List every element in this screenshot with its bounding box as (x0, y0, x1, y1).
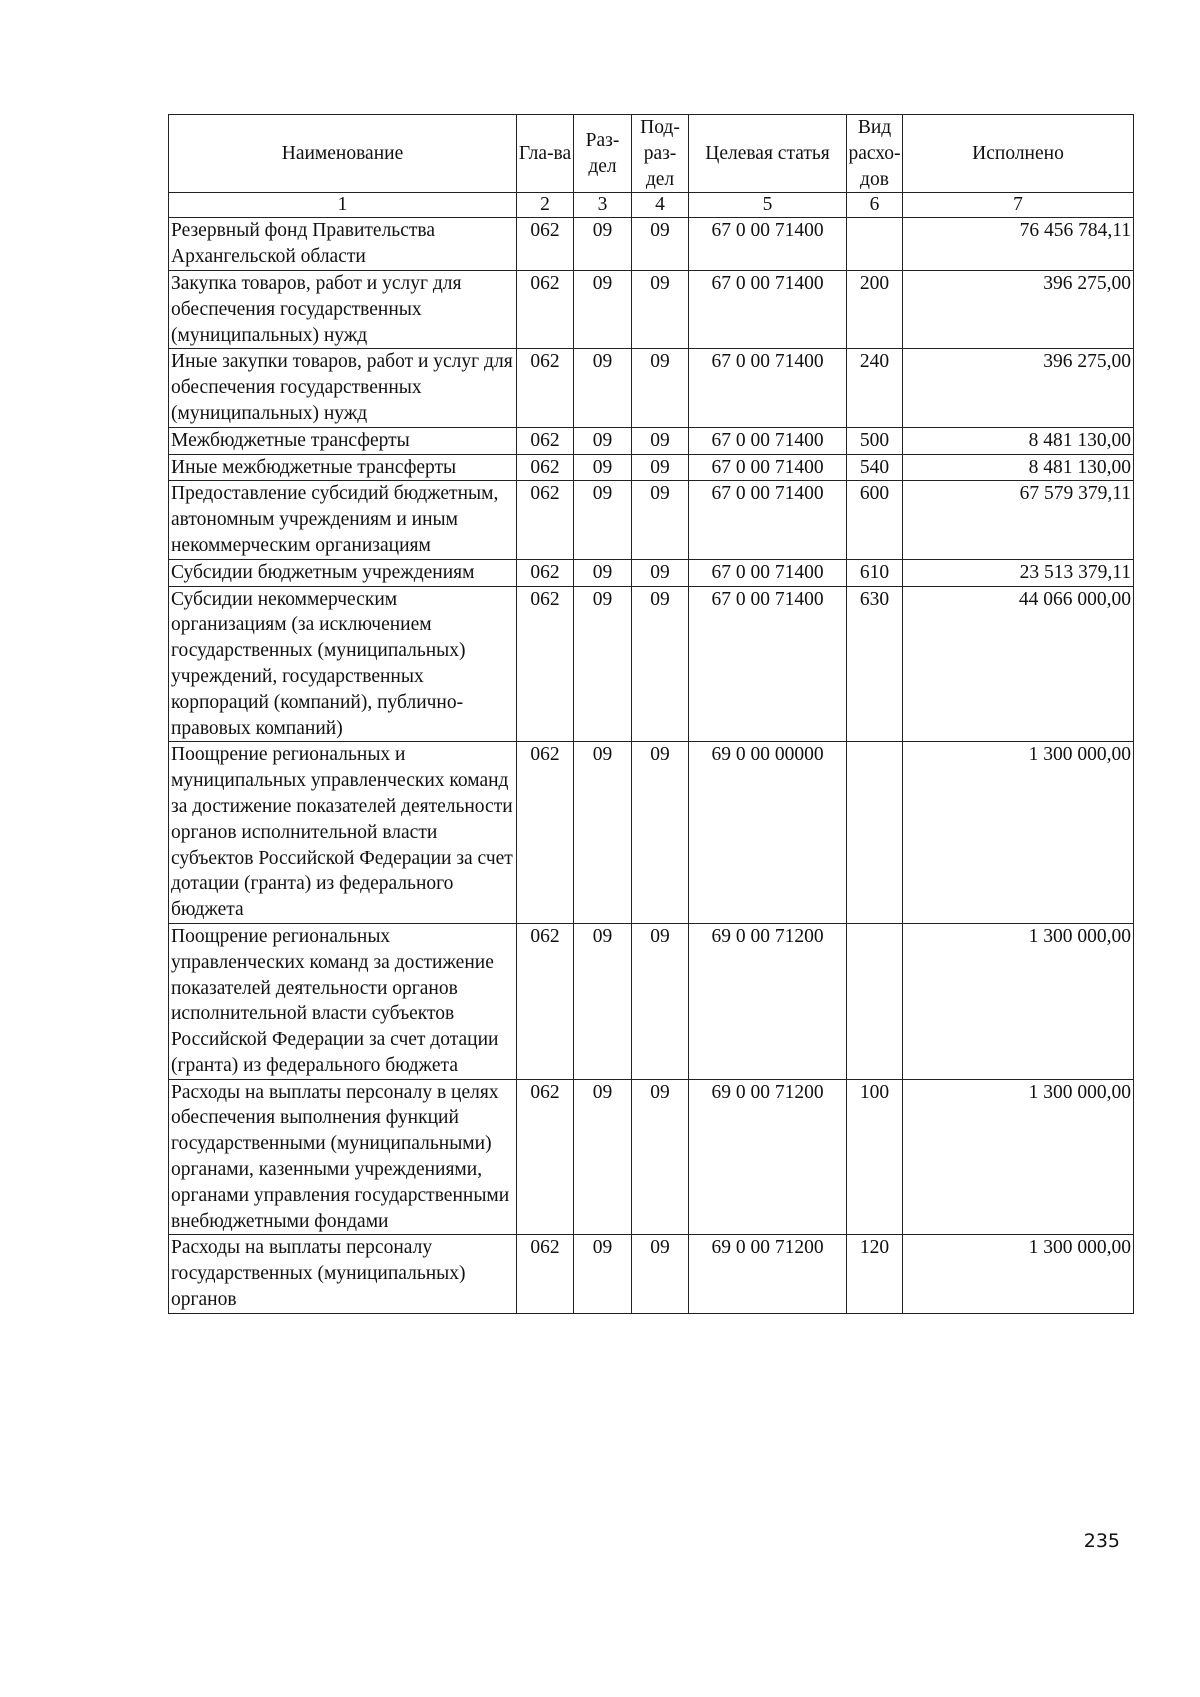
cell-glava: 062 (517, 270, 574, 348)
cell-name: Иные межбюджетные трансферты (169, 454, 517, 481)
header-ispolneno: Исполнено (903, 115, 1134, 193)
cell-ispolneno: 1 300 000,00 (903, 1235, 1134, 1313)
cell-podrazdel: 09 (632, 742, 689, 924)
budget-table (168, 114, 1134, 1314)
cell-vid-raskhodov: 610 (847, 559, 903, 586)
cell-ispolneno: 44 066 000,00 (903, 586, 1134, 742)
cell-tselevaya-statya: 69 0 00 71200 (689, 923, 847, 1079)
column-number: 1 (169, 193, 517, 218)
cell-glava: 062 (517, 481, 574, 559)
cell-ispolneno: 1 300 000,00 (903, 923, 1134, 1079)
column-number-row (169, 193, 1134, 218)
cell-tselevaya-statya: 69 0 00 71200 (689, 1235, 847, 1313)
column-number: 6 (847, 193, 903, 218)
cell-vid-raskhodov (847, 218, 903, 271)
table-row (169, 742, 1134, 924)
cell-name: Расходы на выплаты персоналу государственных (муниципальных) органов (169, 1235, 517, 1313)
cell-razdel: 09 (574, 481, 632, 559)
cell-ispolneno: 67 579 379,11 (903, 481, 1134, 559)
cell-name: Поощрение региональных и муниципальных управленческих команд за достижение показателей деятельности органов исполнительной власти субъектов Российской Федерации за счет дотации (гранта) из федерального бюджета (169, 742, 517, 924)
cell-vid-raskhodov: 540 (847, 454, 903, 481)
table-row (169, 218, 1134, 271)
cell-name: Субсидии бюджетным учреждениям (169, 559, 517, 586)
column-number: 7 (903, 193, 1134, 218)
cell-name: Межбюджетные трансферты (169, 427, 517, 454)
cell-ispolneno: 396 275,00 (903, 270, 1134, 348)
cell-podrazdel: 09 (632, 1235, 689, 1313)
cell-razdel: 09 (574, 742, 632, 924)
cell-name: Предоставление субсидий бюджетным, автономным учреждениям и иным некоммерческим организациям (169, 481, 517, 559)
cell-glava: 062 (517, 559, 574, 586)
cell-vid-raskhodov: 600 (847, 481, 903, 559)
table-row (169, 923, 1134, 1079)
table-row (169, 349, 1134, 427)
cell-glava: 062 (517, 586, 574, 742)
table-row (169, 559, 1134, 586)
cell-tselevaya-statya: 67 0 00 71400 (689, 349, 847, 427)
table-row (169, 1079, 1134, 1235)
cell-razdel: 09 (574, 427, 632, 454)
cell-name: Поощрение региональных управленческих команд за достижение показателей деятельности органов исполнительной власти субъектов Российской Федерации за счет дотации (гранта) из федерального бюджета (169, 923, 517, 1079)
table-row (169, 1235, 1134, 1313)
table-header (169, 115, 1134, 193)
cell-razdel: 09 (574, 559, 632, 586)
cell-razdel: 09 (574, 218, 632, 271)
cell-glava: 062 (517, 923, 574, 1079)
cell-glava: 062 (517, 218, 574, 271)
cell-ispolneno: 8 481 130,00 (903, 454, 1134, 481)
cell-podrazdel: 09 (632, 586, 689, 742)
header-vid-raskhodov: Вид расхо-дов (847, 115, 903, 193)
table-row (169, 481, 1134, 559)
table-row (169, 586, 1134, 742)
cell-name: Субсидии некоммерческим организациям (за исключением государственных (муниципальных) учреждений, государственных корпораций (компаний), публично-правовых компаний) (169, 586, 517, 742)
cell-podrazdel: 09 (632, 923, 689, 1079)
cell-razdel: 09 (574, 923, 632, 1079)
cell-tselevaya-statya: 69 0 00 71200 (689, 1079, 847, 1235)
cell-ispolneno: 8 481 130,00 (903, 427, 1134, 454)
header-row (169, 115, 1134, 193)
header-name: Наименование (169, 115, 517, 193)
cell-ispolneno: 23 513 379,11 (903, 559, 1134, 586)
column-number: 2 (517, 193, 574, 218)
table-row (169, 454, 1134, 481)
cell-tselevaya-statya: 67 0 00 71400 (689, 218, 847, 271)
cell-tselevaya-statya: 67 0 00 71400 (689, 481, 847, 559)
table-body (169, 193, 1134, 1313)
cell-razdel: 09 (574, 349, 632, 427)
cell-vid-raskhodov: 120 (847, 1235, 903, 1313)
cell-razdel: 09 (574, 586, 632, 742)
header-razdel: Раз-дел (574, 115, 632, 193)
cell-ispolneno: 396 275,00 (903, 349, 1134, 427)
cell-vid-raskhodov: 200 (847, 270, 903, 348)
cell-vid-raskhodov: 500 (847, 427, 903, 454)
cell-vid-raskhodov: 240 (847, 349, 903, 427)
cell-podrazdel: 09 (632, 427, 689, 454)
cell-tselevaya-statya: 67 0 00 71400 (689, 270, 847, 348)
header-tselevaya-statya: Целевая статья (689, 115, 847, 193)
cell-name: Резервный фонд Правительства Архангельской области (169, 218, 517, 271)
cell-podrazdel: 09 (632, 270, 689, 348)
cell-glava: 062 (517, 1235, 574, 1313)
column-number: 3 (574, 193, 632, 218)
table-row (169, 427, 1134, 454)
table-row (169, 270, 1134, 348)
cell-razdel: 09 (574, 1235, 632, 1313)
column-number: 4 (632, 193, 689, 218)
page-number: 235 (1083, 1530, 1120, 1552)
header-podrazdel: Под-раз-дел (632, 115, 689, 193)
cell-razdel: 09 (574, 454, 632, 481)
cell-razdel: 09 (574, 1079, 632, 1235)
cell-podrazdel: 09 (632, 454, 689, 481)
cell-name: Закупка товаров, работ и услуг для обеспечения государственных (муниципальных) нужд (169, 270, 517, 348)
cell-podrazdel: 09 (632, 559, 689, 586)
cell-vid-raskhodov: 100 (847, 1079, 903, 1235)
cell-tselevaya-statya: 69 0 00 00000 (689, 742, 847, 924)
cell-tselevaya-statya: 67 0 00 71400 (689, 559, 847, 586)
cell-podrazdel: 09 (632, 349, 689, 427)
cell-vid-raskhodov (847, 923, 903, 1079)
cell-name: Иные закупки товаров, работ и услуг для обеспечения государственных (муниципальных) нужд (169, 349, 517, 427)
column-number: 5 (689, 193, 847, 218)
cell-glava: 062 (517, 454, 574, 481)
header-glava: Гла-ва (517, 115, 574, 193)
cell-tselevaya-statya: 67 0 00 71400 (689, 427, 847, 454)
cell-vid-raskhodov (847, 742, 903, 924)
cell-glava: 062 (517, 1079, 574, 1235)
cell-ispolneno: 76 456 784,11 (903, 218, 1134, 271)
cell-vid-raskhodov: 630 (847, 586, 903, 742)
cell-podrazdel: 09 (632, 481, 689, 559)
cell-glava: 062 (517, 349, 574, 427)
cell-glava: 062 (517, 742, 574, 924)
cell-ispolneno: 1 300 000,00 (903, 1079, 1134, 1235)
cell-podrazdel: 09 (632, 218, 689, 271)
cell-name: Расходы на выплаты персоналу в целях обеспечения выполнения функций государственными (муниципальными) органами, казенными учреждениями, органами управления государственными внебюджетными фондами (169, 1079, 517, 1235)
cell-razdel: 09 (574, 270, 632, 348)
cell-podrazdel: 09 (632, 1079, 689, 1235)
cell-glava: 062 (517, 427, 574, 454)
cell-tselevaya-statya: 67 0 00 71400 (689, 586, 847, 742)
cell-ispolneno: 1 300 000,00 (903, 742, 1134, 924)
cell-tselevaya-statya: 67 0 00 71400 (689, 454, 847, 481)
